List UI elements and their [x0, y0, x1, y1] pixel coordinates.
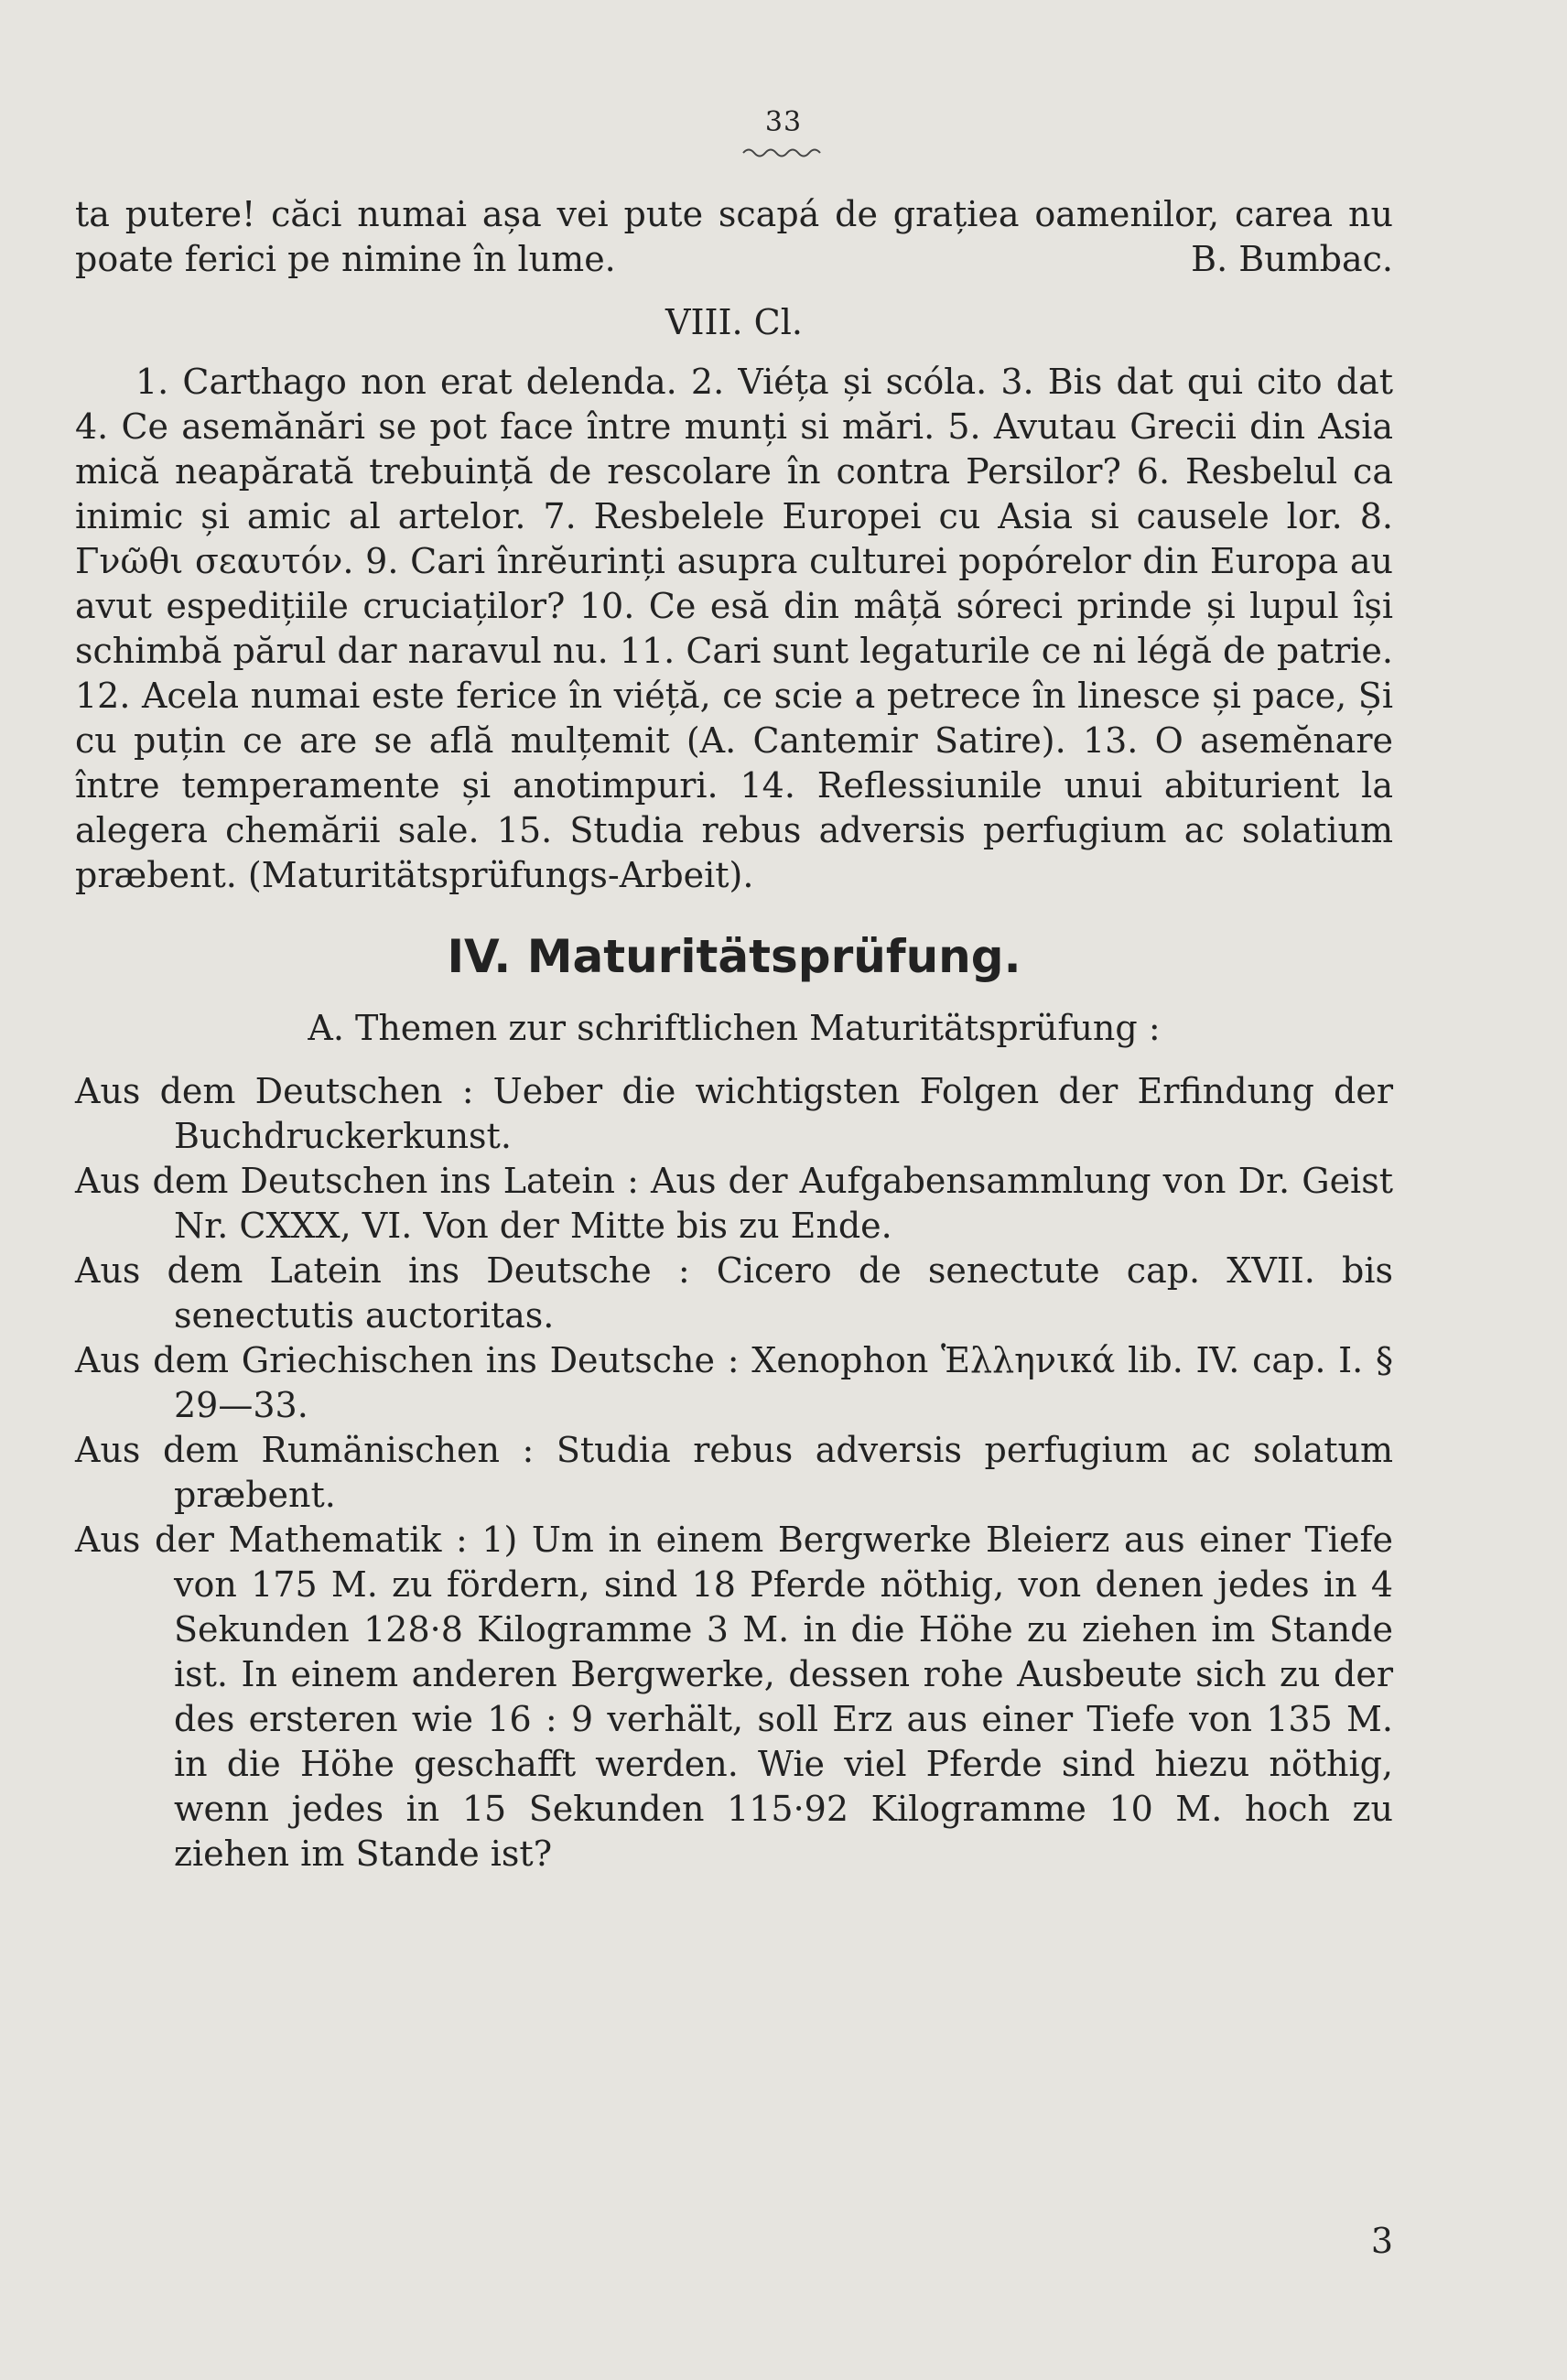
- exam-item-german-latin: Aus dem Deutschen ins Latein : Aus der Aufgabensammlung von Dr. Geist Nr. CXXX, VI. Von der Mitte bis zu Ende.: [75, 1161, 1393, 1246]
- class-topics-paragraph: 1. Carthago non erat delenda. 2. Viéța și scóla. 3. Bis dat qui cito dat 4. Ce asemănări se pot face între munți si mări. 5. Avutau Grecii din Asia mică neapărată trebuință de rescolare în contra Persilor? 6. Resbelul ca inimic și amic al artelor. 7. Resbelele Europei cu Asia si causele lor. 8. Γνῶθι σεαυτόν. 9. Cari înrĕurinți asupra culturei popórelor din Europa au avut espedițiile cruciaților? 10. Ce esă din mâță sóreci prinde și lupul își schimbă părul dar naravul nu. 11. Cari sunt legaturile ce ni légă de patrie. 12. Acela numai este ferice în viéță, ce scie a petrece în linesce și pace, Și cu puțin ce are se află mulțemit (A. Cantemir Satire). 13. O asemĕnare între temperamente și anotimpuri. 14. Reflessiunile unui abiturient la alegera chemării sale. 15. Studia rebus adversis perfugium ac solatium præbent. (Maturitätsprüfungs-Arbeit).: [75, 362, 1393, 895]
- wavy-ornament: [741, 145, 826, 161]
- exam-item-romanian: Aus dem Rumänischen : Studia rebus adversis perfugium ac solatum præbent.: [75, 1430, 1393, 1515]
- exam-item-greek-german: Aus dem Griechischen ins Deutsche : Xenophon Ἑλληνικά lib. IV. cap. I. § 29—33.: [75, 1340, 1393, 1425]
- exam-item-mathematics: Aus der Mathematik : 1) Um in einem Bergwerke Bleierz aus einer Tiefe von 175 M. zu fördern, sind 18 Pferde nöthig, von denen jedes in 4 Sekunden 128·8 Kilogramme 3 M. in die Höhe zu ziehen im Stande ist. In einem anderen Bergwerke, dessen rohe Ausbeute sich zu der des ersteren wie 16 : 9 verhält, soll Erz aus einer Tiefe von 135 M. in die Höhe geschafft werden. Wie viel Pferde sind hiezu nöthig, wenn jedes in 15 Sekunden 115·92 Kilogramme 10 M. hoch zu ziehen im Stande ist?: [75, 1520, 1393, 1874]
- class-heading: VIII. Cl.: [665, 302, 803, 342]
- opening-text: ta putere! căci numai așa vei pute scapá de grațiea oamenilor, carea nu poate ferici pe nimine în lume.: [75, 194, 1393, 279]
- opening-paragraph: [75, 192, 1393, 282]
- exam-item-latin-german: Aus dem Latein ins Deutsche : Cicero de senectute cap. XVII. bis senectutis auctoritas.: [75, 1250, 1393, 1336]
- author-signature: B. Bumbac.: [1191, 239, 1393, 279]
- page-text: [75, 192, 1393, 1877]
- page-number: 33: [764, 106, 803, 138]
- exam-item-german: Aus dem Deutschen : Ueber die wichtigsten Folgen der Erfindung der Buchdruckerkunst.: [75, 1071, 1393, 1156]
- section-iv-subheading: A. Themen zur schriftlichen Maturitätsprüfung :: [308, 1008, 1161, 1048]
- signature-mark-number: 3: [1370, 2221, 1393, 2261]
- section-iv-heading: IV. Maturitätsprüfung.: [447, 930, 1021, 983]
